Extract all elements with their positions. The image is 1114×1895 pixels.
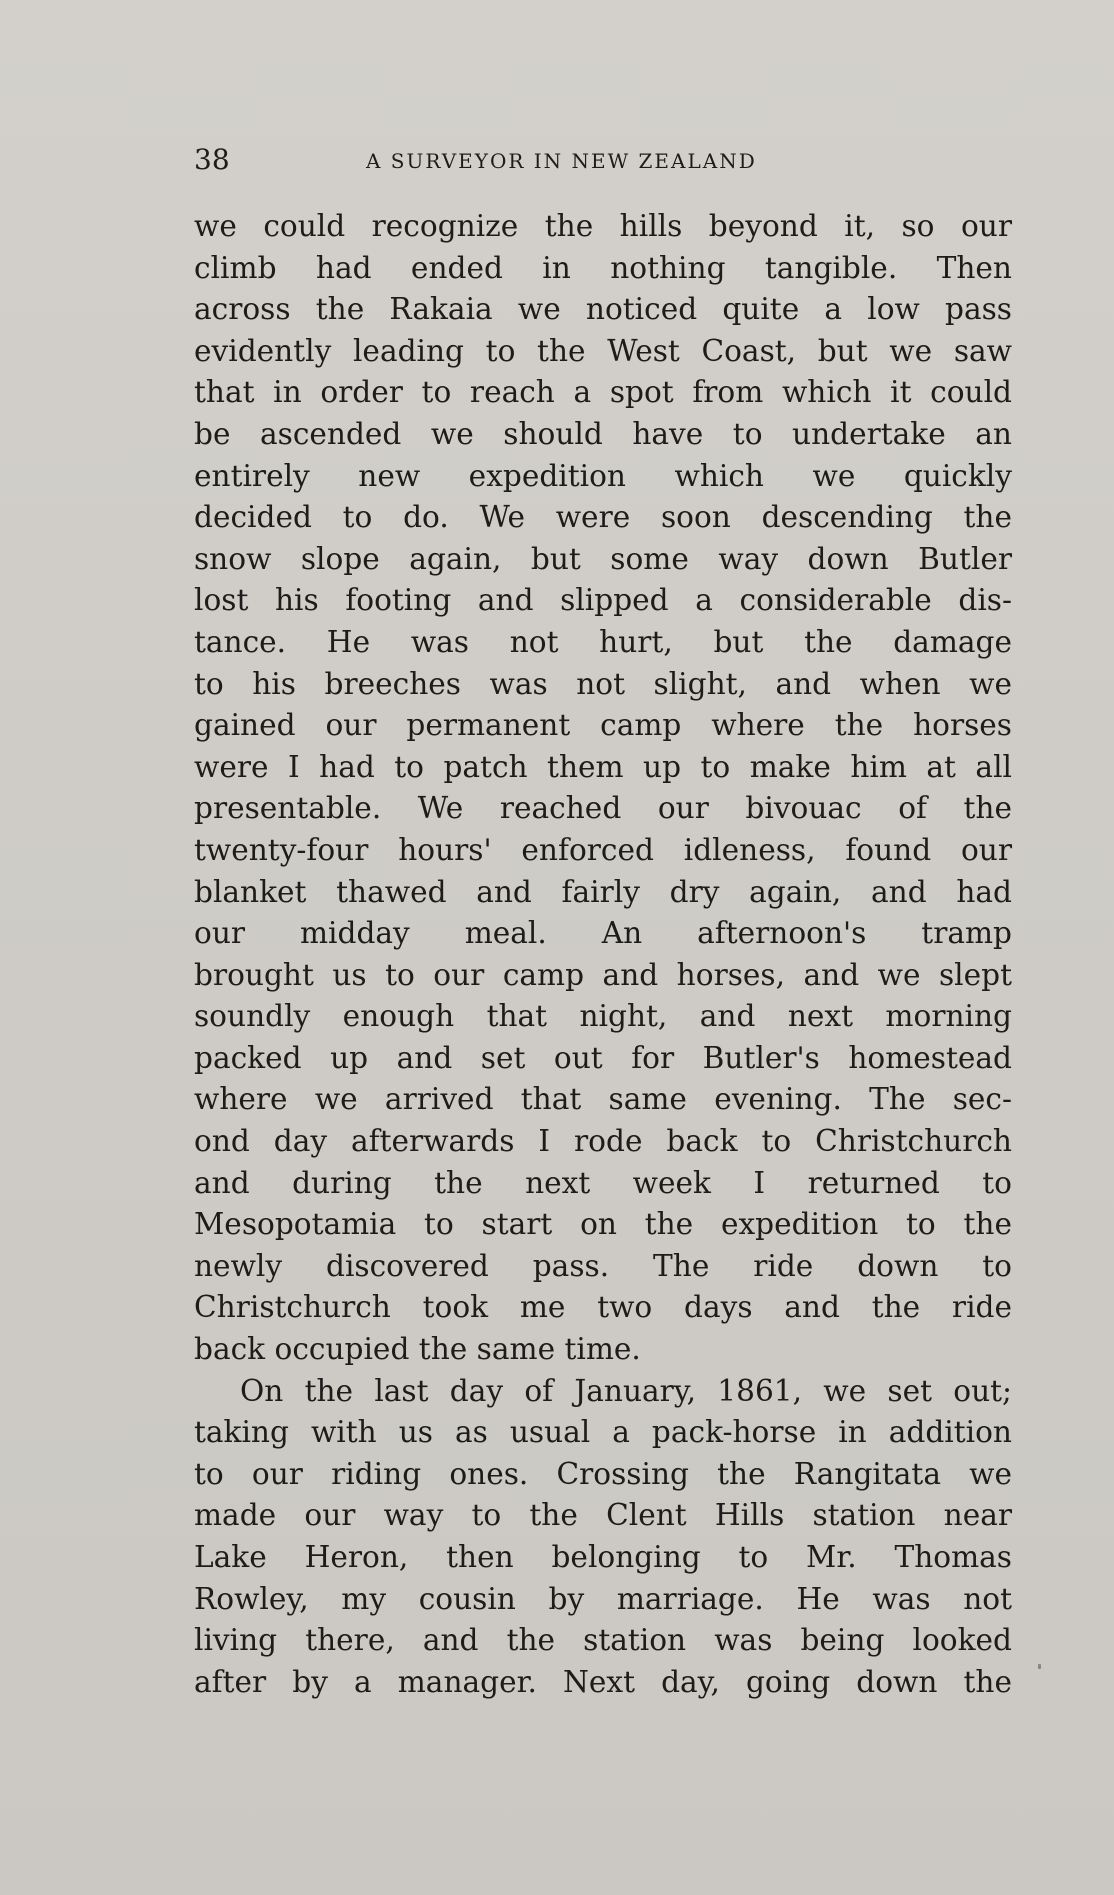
text-line: brought us to our camp and horses, and we slept xyxy=(194,957,1012,992)
text-line: taking with us as usual a pack-horse in addition xyxy=(194,1415,1012,1450)
text-line: gained our permanent camp where the horses xyxy=(194,708,1012,743)
text-line: made our way to the Clent Hills station near xyxy=(194,1498,1012,1533)
text-line: Rowley, my cousin by marriage. He was not xyxy=(194,1581,1012,1616)
text-line: Christchurch took me two days and the ride xyxy=(194,1290,1012,1325)
text-line: climb had ended in nothing tangible. Then xyxy=(194,250,1012,285)
text-line: lost his footing and slipped a considerable dis- xyxy=(194,583,1012,618)
text-line: decided to do. We were soon descending the xyxy=(194,500,1012,535)
text-line: twenty-four hours' enforced idleness, found our xyxy=(194,832,1012,867)
running-title: A SURVEYOR IN NEW ZEALAND xyxy=(366,149,757,173)
text-line: entirely new expedition which we quickly xyxy=(194,458,1012,493)
text-line: Lake Heron, then belonging to Mr. Thomas xyxy=(194,1540,1012,1574)
text-line: back occupied the same time. xyxy=(194,1332,641,1367)
margin-speck xyxy=(1038,1664,1041,1669)
text-line: packed up and set out for Butler's homestead xyxy=(194,1040,1012,1075)
running-head xyxy=(194,142,1014,178)
text-line: across the Rakaia we noticed quite a low pass xyxy=(194,292,1012,327)
text-line: to our riding ones. Crossing the Rangitata we xyxy=(194,1456,1012,1491)
text-line: we could recognize the hills beyond it, so our xyxy=(194,209,1012,243)
text-line: and during the next week I returned to xyxy=(194,1165,1012,1200)
text-line: ond day afterwards I rode back to Christchurch xyxy=(194,1124,1012,1159)
page-number: 38 xyxy=(194,143,230,176)
text-line: blanket thawed and fairly dry again, and had xyxy=(194,874,1012,909)
text-line: after by a manager. Next day, going down the xyxy=(194,1664,1012,1699)
text-line: soundly enough that night, and next morning xyxy=(194,999,1012,1034)
text-line: to his breeches was not slight, and when we xyxy=(194,666,1012,701)
text-line: where we arrived that same evening. The sec- xyxy=(194,1082,1012,1117)
text-line: Mesopotamia to start on the expedition to the xyxy=(194,1207,1012,1242)
text-line: snow slope again, but some way down Butler xyxy=(194,541,1012,576)
text-line: our midday meal. An afternoon's tramp xyxy=(194,916,1012,951)
text-line: were I had to patch them up to make him at all xyxy=(194,749,1012,784)
text-line: be ascended we should have to undertake an xyxy=(194,416,1012,451)
text-line: On the last day of January, 1861, we set out; xyxy=(240,1373,1012,1408)
text-line: presentable. We reached our bivouac of the xyxy=(194,791,1012,826)
body-text xyxy=(194,206,1012,1703)
text-line: living there, and the station was being looked xyxy=(194,1623,1012,1658)
text-line: evidently leading to the West Coast, but we saw xyxy=(194,333,1012,368)
text-line: newly discovered pass. The ride down to xyxy=(194,1248,1012,1283)
text-line: that in order to reach a spot from which it could xyxy=(194,375,1012,410)
text-line: tance. He was not hurt, but the damage xyxy=(194,624,1012,659)
